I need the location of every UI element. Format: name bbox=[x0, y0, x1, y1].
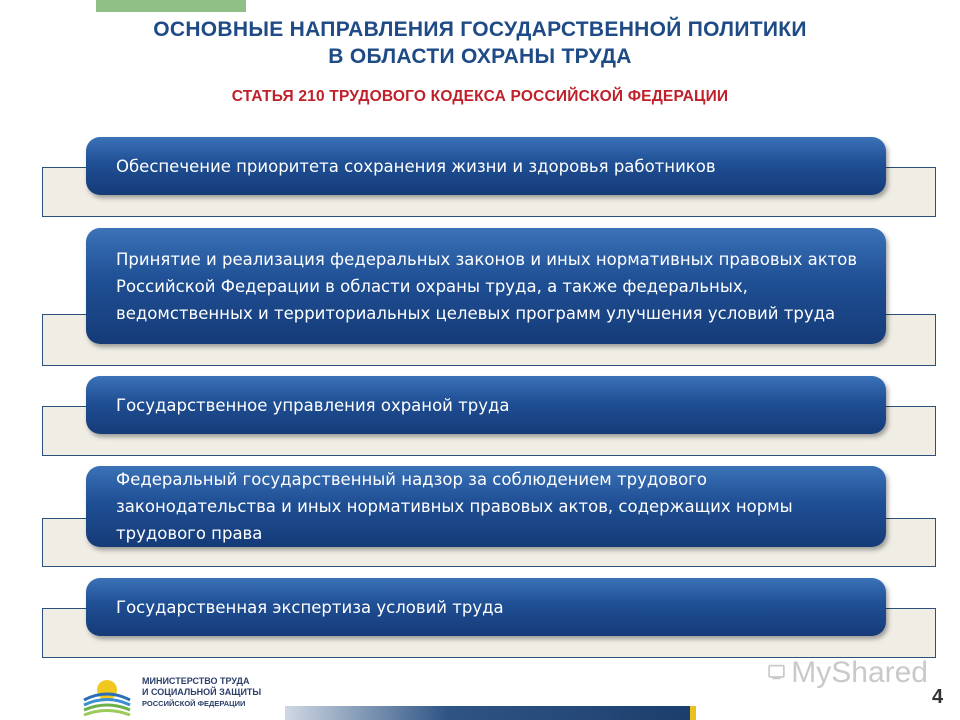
policy-item-2 bbox=[42, 228, 936, 366]
watermark-screen-icon bbox=[768, 658, 787, 688]
title-line-2: В ОБЛАСТИ ОХРАНЫ ТРУДА bbox=[328, 45, 632, 68]
policy-item-3-text: Государственное управления охраной труда bbox=[116, 395, 510, 415]
ministry-line-2: И СОЦИАЛЬНОЙ ЗАЩИТЫ bbox=[142, 687, 262, 697]
policy-item-5-pill bbox=[86, 578, 886, 636]
watermark-text: MyShared bbox=[791, 656, 928, 689]
policy-item-1 bbox=[42, 137, 936, 217]
policy-item-4-pill bbox=[86, 466, 886, 547]
policy-item-1-pill bbox=[86, 137, 886, 195]
policy-item-3 bbox=[42, 376, 936, 456]
ministry-line-1: МИНИСТЕРСТВО ТРУДА bbox=[142, 676, 250, 686]
top-accent-tab bbox=[96, 0, 246, 12]
ministry-logo-icon bbox=[82, 670, 132, 716]
page-number: 4 bbox=[932, 686, 944, 708]
policy-item-2-text: Принятие и реализация федеральных законов и иных нормативных правовых актов Российской Федерации в области охраны труда, а также федеральных, ведомственных и территориальных целевых программ улучшения условий труда bbox=[116, 249, 858, 323]
policy-item-3-pill bbox=[86, 376, 886, 434]
page-subtitle: СТАТЬЯ 210 ТРУДОВОГО КОДЕКСА РОССИЙСКОЙ ФЕДЕРАЦИИ bbox=[231, 88, 729, 105]
policy-item-2-pill bbox=[86, 228, 886, 344]
ministry-line-3: РОССИЙСКОЙ ФЕДЕРАЦИИ bbox=[142, 699, 246, 708]
watermark bbox=[768, 656, 928, 690]
policy-item-4 bbox=[42, 466, 936, 567]
policy-item-4-text: Федеральный государственный надзор за соблюдением трудового законодательства и иных нормативных правовых актов, содержащих нормы трудового права bbox=[116, 470, 793, 543]
policy-item-5-text: Государственная экспертиза условий труда bbox=[116, 597, 504, 617]
bottom-decor-accent bbox=[690, 706, 696, 720]
ministry-name bbox=[142, 676, 261, 709]
bottom-decor-bar bbox=[285, 706, 690, 720]
policy-item-1-text: Обеспечение приоритета сохранения жизни и здоровья работников bbox=[116, 156, 716, 176]
page-title bbox=[0, 16, 960, 70]
title-line-1: ОСНОВНЫЕ НАПРАВЛЕНИЯ ГОСУДАРСТВЕННОЙ ПОЛИТИКИ bbox=[153, 18, 807, 41]
policy-item-5 bbox=[42, 578, 936, 658]
